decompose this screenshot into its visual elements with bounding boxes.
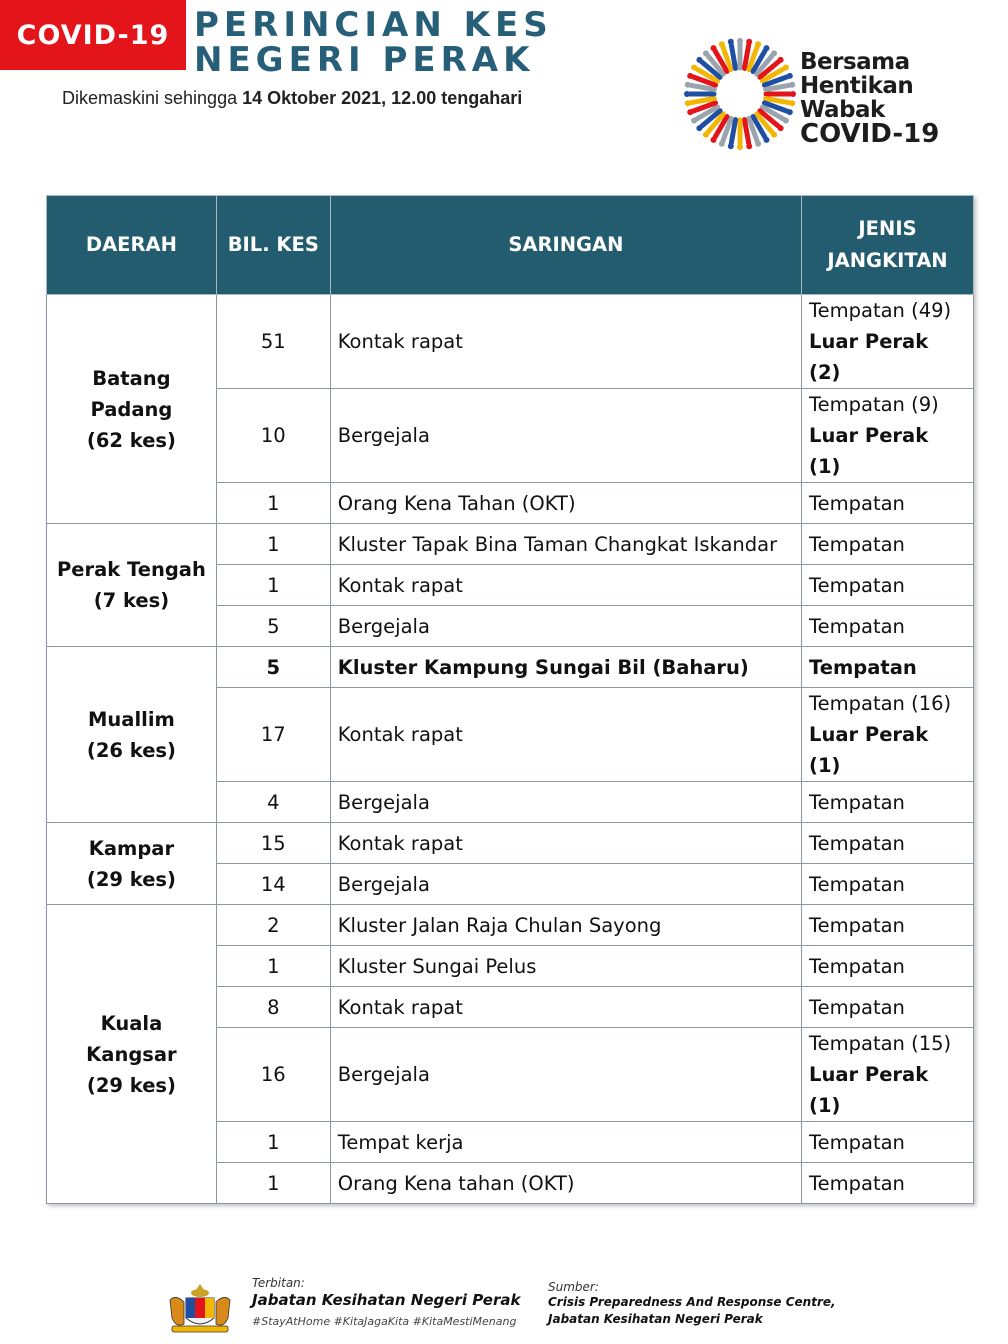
infection-type (802, 389, 974, 483)
publisher-block (252, 1276, 520, 1328)
header-bil-kes: BIL. KES (216, 196, 330, 295)
case-count: 5 (216, 647, 330, 688)
page-title (194, 5, 553, 80)
infection-local: Tempatan (16) (809, 692, 952, 715)
district-name: Muallim (88, 707, 175, 731)
infection-type: Tempatan (802, 483, 974, 524)
screening-type: Orang Kena Tahan (OKT) (330, 483, 801, 524)
table-header-row (47, 196, 974, 295)
district-name: Kuala Kangsar (86, 1011, 177, 1066)
screening-type: Kontak rapat (330, 688, 801, 782)
case-count: 15 (216, 823, 330, 864)
header-jenis-jangkitan (802, 196, 974, 295)
district-cell (47, 905, 217, 1204)
infection-type: Tempatan (802, 565, 974, 606)
screening-type: Kluster Jalan Raja Chulan Sayong (330, 905, 801, 946)
district-total: (7 kes) (93, 589, 170, 612)
case-breakdown-table (46, 195, 974, 1204)
infection-type: Tempatan (802, 946, 974, 987)
case-count: 4 (216, 782, 330, 823)
header-saringan: SARINGAN (330, 196, 801, 295)
case-count: 8 (216, 987, 330, 1028)
infection-type: Tempatan (802, 1122, 974, 1163)
case-count: 17 (216, 688, 330, 782)
screening-type: Kontak rapat (330, 295, 801, 389)
infection-outside: Luar Perak (2) (809, 330, 929, 384)
screening-type: Tempat kerja (330, 1122, 801, 1163)
updated-date: 14 Oktober 2021, 12.00 tengahari (242, 88, 523, 108)
header-jenis-line-2: JANGKITAN (827, 249, 948, 272)
district-name: Kampar (88, 836, 175, 860)
infection-type: Tempatan (802, 524, 974, 565)
infection-outside: Luar Perak (1) (809, 1063, 929, 1117)
source-line-2: Jabatan Kesihatan Negeri Perak (548, 1312, 763, 1326)
source-line-1: Crisis Preparedness And Response Centre, (548, 1295, 836, 1309)
logo-line-2: Hentikan (800, 73, 914, 99)
infection-type: Tempatan (802, 823, 974, 864)
infection-type: Tempatan (802, 864, 974, 905)
infection-type (802, 295, 974, 389)
campaign-logo-text (800, 49, 940, 149)
screening-type: Orang Kena tahan (OKT) (330, 1163, 801, 1204)
header-daerah: DAERAH (47, 196, 217, 295)
screening-type: Kluster Kampung Sungai Bil (Baharu) (330, 647, 801, 688)
district-total: (62 kes) (86, 428, 176, 452)
table-row (47, 647, 974, 688)
district-cell (47, 295, 217, 524)
screening-type: Bergejala (330, 389, 801, 483)
table-row (47, 823, 974, 864)
screening-type: Bergejala (330, 1028, 801, 1122)
screening-type: Bergejala (330, 782, 801, 823)
screening-type: Bergejala (330, 864, 801, 905)
infection-type: Tempatan (802, 647, 974, 688)
district-cell (47, 823, 217, 905)
updated-timestamp (62, 88, 522, 109)
case-count: 16 (216, 1028, 330, 1122)
infection-type: Tempatan (802, 905, 974, 946)
district-total: (26 kes) (86, 738, 176, 762)
infection-outside: Luar Perak (1) (809, 424, 929, 478)
case-count: 1 (216, 946, 330, 987)
case-count: 14 (216, 864, 330, 905)
title-line-1: PERINCIAN KES (194, 5, 553, 45)
case-count: 10 (216, 389, 330, 483)
title-line-2: NEGERI PERAK (194, 40, 535, 80)
screening-type: Kontak rapat (330, 565, 801, 606)
source-label: Sumber: (548, 1280, 599, 1294)
header-jenis-line-1: JENIS (858, 217, 917, 240)
case-count: 51 (216, 295, 330, 389)
updated-prefix: Dikemaskini sehingga (62, 88, 243, 108)
infection-type: Tempatan (802, 1163, 974, 1204)
state-crest-icon (160, 1280, 240, 1336)
screening-type: Kluster Tapak Bina Taman Changkat Iskandar (330, 524, 801, 565)
badge-label: COVID-19 (16, 19, 170, 51)
campaign-logo (684, 38, 944, 150)
source-block (548, 1280, 836, 1328)
infection-outside: Luar Perak (1) (809, 723, 929, 777)
case-count: 1 (216, 1163, 330, 1204)
covid-badge (0, 0, 186, 70)
logo-line-4: COVID-19 (800, 119, 940, 149)
district-name: Batang Padang (90, 366, 173, 421)
case-count: 1 (216, 565, 330, 606)
screening-type: Kontak rapat (330, 987, 801, 1028)
infection-type: Tempatan (802, 606, 974, 647)
district-total: (29 kes) (86, 867, 176, 891)
publisher-label: Terbitan: (252, 1276, 305, 1290)
district-total: (29 kes) (86, 1073, 176, 1097)
infection-type (802, 1028, 974, 1122)
logo-line-1: Bersama (800, 49, 910, 75)
infection-type: Tempatan (802, 782, 974, 823)
screening-type: Bergejala (330, 606, 801, 647)
district-cell (47, 647, 217, 823)
infection-type: Tempatan (802, 987, 974, 1028)
case-count: 5 (216, 606, 330, 647)
table-row (47, 905, 974, 946)
hashtags: #StayAtHome #KitaJagaKita #KitaMestiMenang (252, 1315, 517, 1328)
table-row (47, 524, 974, 565)
infection-local: Tempatan (15) (809, 1032, 952, 1055)
case-count: 1 (216, 483, 330, 524)
logo-line-3: Wabak (800, 97, 885, 123)
district-name: Perak Tengah (56, 558, 206, 581)
district-cell (47, 524, 217, 647)
sunburst-logo-icon (684, 38, 796, 150)
infection-local: Tempatan (9) (809, 393, 939, 416)
screening-type: Kluster Sungai Pelus (330, 946, 801, 987)
table-row (47, 295, 974, 389)
infection-type (802, 688, 974, 782)
screening-type: Kontak rapat (330, 823, 801, 864)
case-count: 1 (216, 1122, 330, 1163)
publisher-name: Jabatan Kesihatan Negeri Perak (252, 1291, 521, 1309)
infection-local: Tempatan (49) (809, 299, 952, 322)
case-count: 2 (216, 905, 330, 946)
case-count: 1 (216, 524, 330, 565)
